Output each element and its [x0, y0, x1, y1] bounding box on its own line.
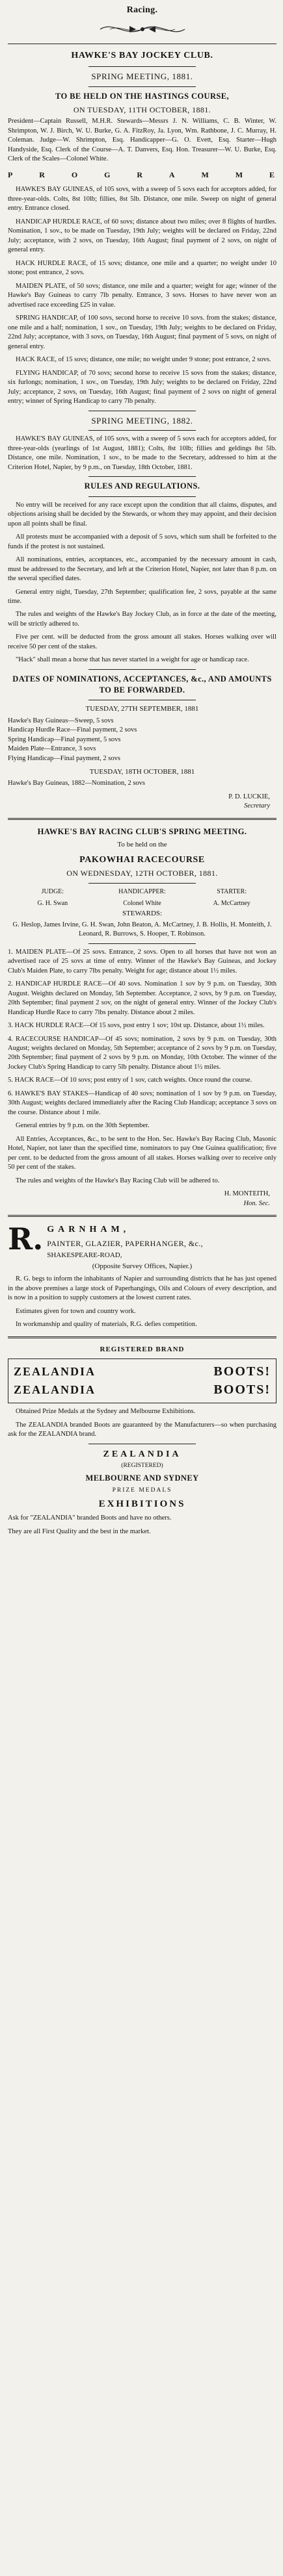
stewards-list: G. Heslop, James Irvine, G. H. Swan, John Beaton, A. McCartney, J. B. Hollis, H. Monteith, J. Leonard, R. Burrows, S. Hooper, T. Robinson.: [12, 921, 272, 938]
rules-title: RULES AND REGULATIONS.: [84, 481, 200, 491]
programme-letter: G: [104, 170, 113, 179]
programme-letter: A: [168, 170, 177, 179]
judge-name: G. H. Swan: [37, 899, 68, 907]
race-entry: FLYING HANDICAP, of 70 sovs; second horse to receive 15 sovs from the stakes; distance, six furlongs; nomination, 1 sov., on Tuesday, 19th July; weights to be declared on Friday, 22nd July; acceptance, 2 sovs, on Tuesday, 16th August; final payment of 2 sovs on night of general entry; winner of Spring Handicap to carry 7lb penalty.: [8, 369, 276, 405]
street-line: SHAKESPEARE-ROAD,: [47, 1251, 122, 1260]
signature-name: P. D. LUCKIE,: [228, 793, 270, 800]
race-entry: HAWKE'S BAY GUINEAS, of 105 sovs, with a sweep of 5 sovs each for acceptors added, for three-year-olds (yearlings of 1st August, 1881); Colts, 8st 10lb; fillies and geldings 8st 5lb. Distance, one mile. Nomination, 1 sov., to be made to the Secretary, addressed to him at the Criterion Hotel, Napier, by 9 p.m., on Tuesday, 18th October, 1881.: [8, 435, 276, 471]
trade-line: PAINTER, GLAZIER, PAPERHANGER, &c.,: [47, 1238, 204, 1248]
notes-paragraph: General entries by 9 p.m. on the 30th September.: [16, 1122, 150, 1130]
starter-label: STARTER:: [217, 887, 247, 895]
officials-text: President—Captain Russell, M.H.R. Stewards—Messrs J. N. Williams, C. B. Winter, W. Shrimpton, W. J. Birch, W. U. Burke, G. A. FitzRoy, Ja. Lyon, Wm. Rathbone, J. C. Murray, H. Coleman. Judge—W. Shrimpton, Esq. Handicapper—G. O. Evett, Esq. Starter—Hugh Handyside, Esq. Clerk of the Course—A. T. Danvers, Esq. Hon. Treasurer—W. U. Burke, Esq. Clerk of the Scales—Colonel White.: [8, 118, 276, 163]
advert-paragraph: The ZEALANDIA branded Boots are guaranteed by the Manufacturers—so when purchasing ask for the ZEALANDIA brand.: [8, 1421, 276, 1438]
registered-brand: REGISTERED BRAND: [100, 1345, 185, 1353]
race-entry: 2. HANDICAP HURDLE RACE—Of 40 sovs. Nomination 1 sov by 9 p.m. on Tuesday, 30th August. Weights declared on Monday, 5th September. Acceptance, 2 sovs, by 9 p.m. on Tuesday, 20th September; final payment 2 sov, on the night of general entry. Winner of the Jockey Club's Handicap Hurdle Race to carry 7lbs penalty. Distance about 2 miles.: [8, 980, 276, 1016]
date-subheading: TUESDAY, 18TH OCTOBER, 1881: [89, 767, 195, 776]
rule-paragraph: All nominations, entries, acceptances, etc., accompanied by the necessary amount in cash, must be addressed to the Secretary, and left at the Criterion Hotel, Napier, not later than 8 p.m. on the several specified dates.: [8, 556, 276, 583]
divider: [88, 669, 196, 670]
divider: [88, 66, 196, 67]
divider: [88, 943, 196, 944]
brand-name: ZEALANDIA: [14, 1383, 96, 1397]
programme-letter: M: [201, 170, 211, 179]
brand-row: [14, 1363, 271, 1381]
race-entry: HACK HURDLE RACE, of 15 sovs; distance, one mile and a quarter; no weight under 10 stone; post entrance, 2 sovs.: [8, 259, 276, 277]
programme-heading: [8, 170, 276, 181]
notes-paragraph: All Entries, Acceptances, &c., to be sent to the Hon. Sec. Hawke's Bay Racing Club, Masonic Hotel, Napier, not later than the specified time, nominators to pay One Guinea qualification; five per cent. to be deducted from the gross amount of all stakes. Horses walking over to receive only 50 per cent of the stakes.: [8, 1135, 276, 1171]
officials-labels: [8, 887, 276, 897]
judge-label: JUDGE:: [41, 887, 64, 895]
brand-banner: [8, 1358, 276, 1403]
boots-label: BOOTS!: [213, 1382, 271, 1397]
zealandia-advert: [8, 1345, 276, 1537]
advert-paragraph: Estimates given for town and country work.: [16, 1307, 136, 1315]
stewards-label: STEWARDS:: [122, 910, 163, 918]
programme-letter: R: [137, 170, 144, 179]
programme-letter: E: [269, 170, 276, 179]
closing-line: They are all First Quality and the best in the market.: [8, 1527, 151, 1535]
rule-paragraph: No entry will be received for any race except upon the condition that all claims, disputes, and objections arising shall be decided by the Stewards, or whom they may appoint, and their decision upon all points shall be final.: [8, 501, 276, 528]
date-list-item: Hawke's Bay Guineas—Sweep, 5 sovs: [8, 717, 114, 724]
race-entry: HACK RACE, of 15 sovs; distance, one mile; no weight under 9 stone; post entrance, 2 sovs.: [16, 356, 271, 364]
notes-paragraph: The rules and weights of the Hawke's Bay Racing Club will be adhered to.: [16, 1177, 220, 1184]
closing-line: Ask for "ZEALANDIA" branded Boots and have no others.: [8, 1514, 172, 1522]
advert-paragraph: R. G. begs to inform the inhabitants of Napier and surrounding districts that he has just opened in the above premises a large stock of Paperhangings, Oils and Colours of every description, and is now in a position to supply customers at the lowest current rates.: [8, 1275, 276, 1302]
race-entry: 6. HAWKE'S BAY STAKES—Handicap of 40 sovs; nomination of 1 sov by 9 p.m. on Tuesday, 30th August; weights declared immediately after the Racing Club Handicap; acceptance 3 sovs on the course. Distance about 1 mile.: [8, 1090, 276, 1116]
ornament-svg: [97, 21, 188, 38]
race-entry: HANDICAP HURDLE RACE, of 60 sovs; distance about two miles; over 8 flights of hurdles. Nomination, 1 sov., to be made on Tuesday, 19th July; weights will be declared on Friday, 22nd July; acceptance, with 2 sovs, on Tuesday, 16th August; final payment of 2 sovs, on night of general entry.: [8, 218, 276, 254]
advert-paragraph: In workmanship and quality of materials, R.G. defies competition.: [16, 1321, 197, 1329]
opposite-line: (Opposite Survey Offices, Napier.): [92, 1262, 193, 1271]
rule-paragraph: All protests must be accompanied with a deposit of 5 sovs, which sum shall be forfeited to the funds if the protest is not sustained.: [8, 533, 276, 550]
programme-letter: R: [39, 170, 47, 179]
rule-paragraph: The rules and weights of the Hawke's Bay Jockey Club, as in force at the date of the meeting, will be strictly adhered to.: [8, 611, 276, 628]
signature-name: H. MONTEITH,: [224, 1190, 270, 1198]
venue-line: TO BE HELD ON THE HASTINGS COURSE,: [55, 91, 230, 101]
to-be-held: To be held on the: [117, 840, 167, 848]
section-title: Racing.: [126, 5, 158, 15]
race-entry: MAIDEN PLATE, of 50 sovs; distance, one mile and a quarter; weight for age; winner of the Hawke's Bay Guineas to carry 7lb penalty. Entrance, 3 sovs. Horses to have never won an advertised race exceeding £25 in value.: [8, 282, 276, 309]
advertiser-name: GARNHAM,: [47, 1225, 130, 1235]
date-line: ON TUESDAY, 11TH OCTOBER, 1881.: [73, 105, 211, 114]
starter-name: A. McCartney: [213, 899, 250, 907]
signature-role: Hon. Sec.: [243, 1199, 270, 1207]
brand-name: ZEALANDIA: [14, 1365, 96, 1379]
exhibitions: EXHIBITIONS: [98, 1499, 186, 1510]
registered-paren: (REGISTERED): [121, 1462, 163, 1469]
date-list-item: Maiden Plate—Entrance, 3 sovs: [8, 745, 96, 753]
date-list-item: Spring Handicap—Final payment, 5 sovs: [8, 735, 121, 743]
rule-paragraph: General entry night, Tuesday, 27th September; qualification fee, 2 sovs, payable at the same time.: [8, 588, 276, 605]
brand-row: [14, 1381, 271, 1399]
race-entry: 4. RACECOURSE HANDICAP—Of 45 sovs; nomination, 2 sovs by 9 p.m. on Tuesday, 30th August; weights declared on Monday, 5th September; acceptance of 2 sovs by 9 p.m. on Tuesday, 20th September; final payment of 2 sovs by 9 p.m. on Monday, 10th October. The winner of the Jockey Club's Spring Handicap to carry 5lb penalty. Distance about 1½ miles.: [8, 1035, 276, 1071]
race-entry: 1. MAIDEN PLATE—Of 25 sovs. Entrance, 2 sovs. Open to all horses that have not won an advertised race of 25 sovs at time of entry. Winner of the Hawke's Bay Guineas, and Jockey Club's Maiden Plate, to carry 7lbs penalty. Weight for age; distance about 1½ miles.: [8, 948, 276, 975]
melbourne-sydney: MELBOURNE AND SYDNEY: [85, 1473, 199, 1483]
drop-cap: R.: [8, 1221, 44, 1257]
race-entry: 3. HACK HURDLE RACE—Of 15 sovs, post entry 1 sov; 10st up. Distance, about 1½ miles.: [8, 1022, 265, 1030]
advert-paragraph: Obtained Prize Medals at the Sydney and Melbourne Exhibitions.: [16, 1408, 196, 1416]
signature-role: Secretary: [244, 802, 270, 810]
garnham-advert: [8, 1223, 276, 1330]
divider: [88, 430, 196, 431]
date-list-item: Flying Handicap—Final payment, 2 sovs: [8, 754, 120, 762]
handicapper-label: HANDICAPPER:: [118, 887, 166, 895]
date-subheading: TUESDAY, 27TH SEPTEMBER, 1881: [85, 705, 199, 713]
date-list: [8, 779, 276, 788]
racing-club-title: HAWKE'S BAY RACING CLUB'S SPRING MEETING.: [37, 826, 247, 836]
date-list: [8, 717, 276, 763]
programme-letter: P: [8, 170, 15, 179]
ornamental-rule-icon: [8, 20, 276, 38]
programme-letter: O: [71, 170, 80, 179]
rule-paragraph: "Hack" shall mean a horse that has never started in a weight for age or handicap race.: [16, 656, 249, 664]
rule-paragraph: Five per cent. will be deducted from the gross amount all stakes. Horses walking over will receive 50 per cent of the stakes.: [8, 633, 276, 650]
brand-caps: ZEALANDIA: [103, 1449, 182, 1459]
divider: [8, 1215, 276, 1217]
prize-medals: PRIZE MEDALS: [112, 1487, 172, 1494]
divider: [88, 86, 196, 87]
divider: [88, 476, 196, 477]
meeting-title: SPRING MEETING, 1881.: [91, 71, 193, 81]
dates-title: DATES OF NOMINATIONS, ACCEPTANCES, &c., AND AMOUNTS TO BE FORWARDED.: [12, 674, 272, 695]
date-list-item: Hawke's Bay Guineas, 1882—Nomination, 2 sovs: [8, 780, 145, 787]
divider: [88, 496, 196, 497]
divider: [88, 883, 196, 884]
racecourse-name: PAKOWHAI RACECOURSE: [79, 855, 205, 865]
boots-label: BOOTS!: [213, 1364, 271, 1379]
club-name: HAWKE'S BAY JOCKEY CLUB.: [71, 51, 213, 61]
divider: [8, 818, 276, 820]
divider: [8, 1336, 276, 1338]
handicapper-name: Colonel White: [123, 899, 161, 907]
programme-letter: M: [235, 170, 245, 179]
officials-names: [8, 899, 276, 908]
race-entry: 5. HACK RACE—Of 10 sovs; post entry of 1 sov, catch weights. Once round the course.: [8, 1077, 252, 1084]
date-list-item: Handicap Hurdle Race—Final payment, 2 sovs: [8, 726, 137, 734]
meeting-1882-title: SPRING MEETING, 1882.: [91, 415, 193, 426]
race-entry: HAWKE'S BAY GUINEAS, of 105 sovs, with a sweep of 5 sovs each for acceptors added, for three-year-olds. Colts, 8st 10lb; fillies, 8st 5lb. Distance, one mile. Sweep on night of general entry. Entrance closed.: [8, 186, 276, 212]
race-entry: SPRING HANDICAP, of 100 sovs, second horse to receive 10 sovs. from the stakes; distance, one mile and a half; nomination, 1 sov., on Tuesday, 19th July; weights to be declared on Friday, 22nd July; acceptance, with 3 sovs, on Tuesday, 16th August; final payment of 5 sovs, on night of general entry.: [8, 314, 276, 350]
racing-date: ON WEDNESDAY, 12TH OCTOBER, 1881.: [66, 869, 218, 878]
